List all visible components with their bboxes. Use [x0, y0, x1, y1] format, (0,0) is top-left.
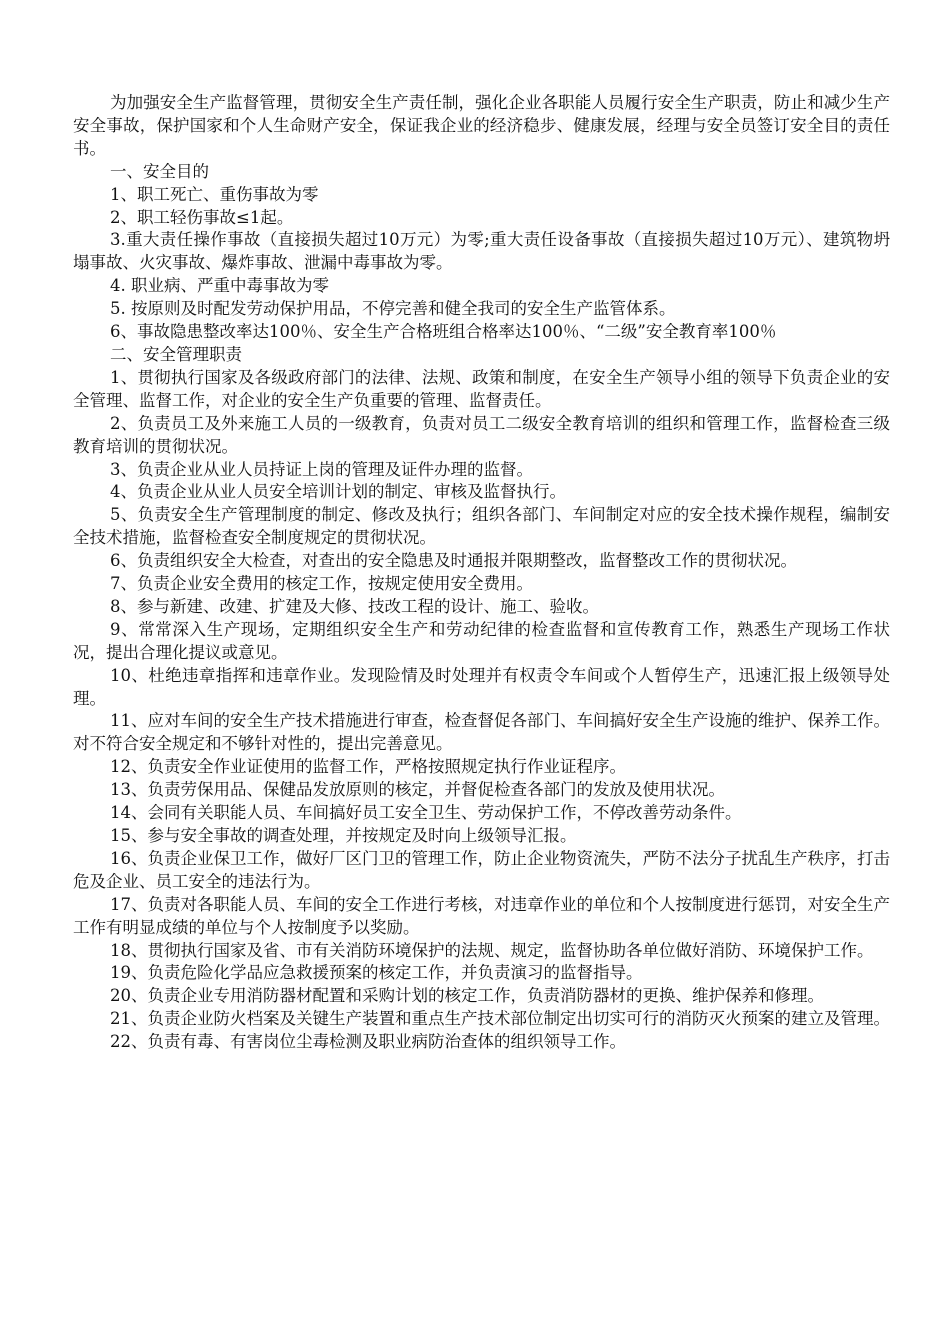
duty-item-7: 7、负责企业安全费用的核定工作，按规定使用安全费用。 [110, 574, 533, 594]
duty-item-8: 8、参与新建、改建、扩建及大修、技改工程的设计、施工、验收。 [110, 596, 599, 616]
duty-item-9: 9、常常深入生产现场，定期组织安全生产和劳动纪律的检查监督和宣传教育工作，熟悉生产现场工作状况，提出合理化提议或意见。 [73, 619, 890, 662]
section-heading-safety-goals: 一、安全目的 [110, 161, 209, 181]
goal-item-5: 5. 按原则及时配发劳动保护用品，不停完善和健全我司的安全生产监管体系。 [110, 299, 676, 319]
duty-item-11: 11、应对车间的安全生产技术措施进行审查，检查督促各部门、车间搞好安全生产设施的维护、保养工作。对不符合安全规定和不够针对性的，提出完善意见。 [73, 711, 890, 754]
duty-item-12: 12、负责安全作业证使用的监督工作，严格按照规定执行作业证程序。 [110, 757, 626, 777]
intro-paragraph: 为加强安全生产监督管理，贯彻安全生产责任制，强化企业各职能人员履行安全生产职责，防止和减少生产安全事故，保护国家和个人生命财产安全，保证我企业的经济稳步、健康发展，经理与安全员签订安全目的责任书。 [73, 93, 890, 158]
duty-item-20: 20、负责企业专用消防器材配置和采购计划的核定工作，负责消防器材的更换、维护保养和修理。 [110, 986, 824, 1006]
duty-item-1: 1、贯彻执行国家及各级政府部门的法律、法规、政策和制度，在安全生产领导小组的领导下负责企业的安全管理、监督工作，对企业的安全生产负重要的管理、监督责任。 [73, 367, 890, 410]
duty-item-13: 13、负责劳保用品、保健品发放原则的核定，并督促检查各部门的发放及使用状况。 [110, 780, 725, 800]
duty-item-3: 3、负责企业从业人员持证上岗的管理及证件办理的监督。 [110, 459, 533, 479]
goal-item-4: 4. 职业病、严重中毒事故为零 [110, 276, 329, 296]
duty-item-19: 19、负责危险化学品应急救援预案的核定工作，并负责演习的监督指导。 [110, 963, 643, 983]
goal-item-1: 1、职工死亡、重伤事故为零 [110, 184, 319, 204]
duty-item-6: 6、负责组织安全大检查，对查出的安全隐患及时通报并限期整改，监督整改工作的贯彻状况。 [110, 551, 797, 571]
goal-item-3: 3.重大责任操作事故（直接损失超过10万元）为零;重大责任设备事故（直接损失超过10万元）、建筑物坍塌事故、火灾事故、爆炸事故、泄漏中毒事故为零。 [73, 230, 890, 273]
duty-item-16: 16、负责企业保卫工作，做好厂区门卫的管理工作，防止企业物资流失，严防不法分子扰乱生产秩序，打击危及企业、员工安全的违法行为。 [73, 848, 890, 891]
duty-item-10: 10、杜绝违章指挥和违章作业。发现险情及时处理并有权责令车间或个人暂停生产，迅速汇报上级领导处理。 [73, 665, 890, 708]
duty-item-2: 2、负责员工及外来施工人员的一级教育，负责对员工二级安全教育培训的组织和管理工作，监督检查三级教育培训的贯彻状况。 [73, 413, 890, 456]
duty-item-4: 4、负责企业从业人员安全培训计划的制定、审核及监督执行。 [110, 482, 566, 502]
duty-item-17: 17、负责对各职能人员、车间的安全工作进行考核，对违章作业的单位和个人按制度进行惩罚，对安全生产工作有明显成绩的单位与个人按制度予以奖励。 [73, 894, 890, 937]
duty-item-14: 14、会同有关职能人员、车间搞好员工安全卫生、劳动保护工作，不停改善劳动条件。 [110, 803, 742, 823]
duty-item-21: 21、负责企业防火档案及关键生产装置和重点生产技术部位制定出切实可行的消防灭火预案的建立及管理。 [110, 1009, 890, 1029]
section-heading-duties: 二、安全管理职责 [110, 344, 242, 364]
duty-item-22: 22、负责有毒、有害岗位尘毒检测及职业病防治查体的组织领导工作。 [110, 1032, 626, 1052]
duty-item-5: 5、负责安全生产管理制度的制定、修改及执行；组织各部门、车间制定对应的安全技术操作规程，编制安全技术措施，监督检查安全制度规定的贯彻状况。 [73, 505, 890, 548]
goal-item-2: 2、职工轻伤事故≤1起。 [110, 207, 294, 227]
duty-item-15: 15、参与安全事故的调查处理，并按规定及时向上级领导汇报。 [110, 826, 577, 845]
duty-item-18: 18、贯彻执行国家及省、市有关消防环境保护的法规、规定，监督协助各单位做好消防、环境保护工作。 [110, 940, 874, 960]
goal-item-6: 6、事故隐患整改率达100％、安全生产合格班组合格率达100％、“二级”安全教育率100％ [110, 322, 777, 342]
